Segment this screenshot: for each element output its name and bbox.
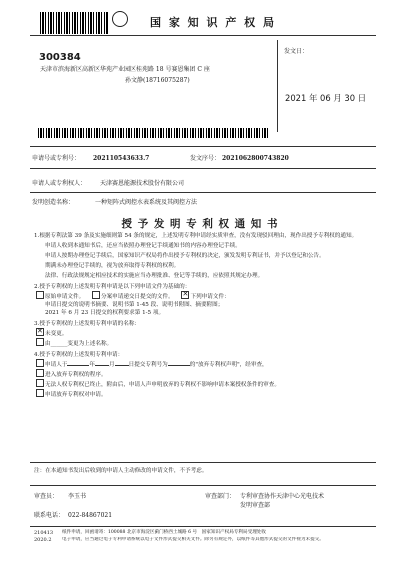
terminated-label: 无法人权专利权已终止，附由后，申请人声申明放弃的专利权不影响申请本案授权条件的审查。 bbox=[45, 382, 280, 388]
paragraph-1a: 申请人收到本通知书后，还应当依照办理登记手续通知书的内容办理登记手续。 bbox=[45, 243, 241, 249]
info-rule-2 bbox=[30, 168, 376, 169]
listed-docs-checkbox[interactable] bbox=[181, 291, 189, 299]
title-unchanged-label: 未变更。 bbox=[45, 331, 68, 337]
applicant-name: 天津赛恩能源技术股份有限公司 bbox=[100, 180, 185, 187]
withdraw-checkbox[interactable] bbox=[36, 389, 44, 397]
recipient-name: 孙文静(18716075287) bbox=[125, 77, 190, 84]
waiver-text-d: 日提交专利号为 bbox=[128, 362, 168, 368]
mailing-address: 天津市滨海新区高新区华苑产业园区桂苑路 18 号赛恩集团 C 座 bbox=[40, 66, 210, 73]
footer-bottom-rule bbox=[30, 526, 376, 527]
form-code: 210413 bbox=[34, 530, 54, 536]
examiner-label: 审查员： bbox=[34, 493, 59, 500]
withdraw-row bbox=[36, 389, 374, 399]
header-rule bbox=[30, 35, 376, 36]
phone-label: 联系电话： bbox=[34, 512, 65, 519]
department-label: 审查部门： bbox=[205, 493, 236, 500]
note-text: 注：在本通知书发出后收到的申请人主动修改的申请文件，不予考虑。 bbox=[34, 468, 208, 474]
header-barcode bbox=[40, 12, 108, 34]
paragraph-3: 3.授予专利权的上述发明专利申请的名称： bbox=[34, 321, 141, 327]
waiver-blank-year bbox=[67, 359, 89, 366]
notice-title: 授 予 发 明 专 利 权 通 知 书 bbox=[121, 218, 279, 230]
application-number-label: 申请号或专利号： bbox=[32, 155, 81, 162]
paragraph-1b: 申请人按期办理登记手续后，国家知识产权局将作出授予专利权的决定，颁发发明专利证书，并予以登记和公告。 bbox=[45, 253, 325, 259]
note-top-rule bbox=[30, 462, 376, 463]
title-changed-label: 由______变更为上述名称。 bbox=[45, 341, 113, 347]
waiver-text-c: 月 bbox=[109, 362, 115, 368]
waiver-blank-day bbox=[115, 359, 129, 366]
divisional-docs-label: 分案申请递交日提交的文件。 bbox=[100, 294, 174, 300]
invention-title: 一种矩阵式阀控水表系统及其阀控方法 bbox=[95, 199, 198, 206]
paragraph-2-options bbox=[36, 291, 374, 301]
terminated-row bbox=[36, 379, 374, 389]
footer-top-rule bbox=[30, 485, 376, 486]
notice-body bbox=[34, 232, 374, 399]
paragraph-1: 1.根据专利法第 39 条及实施细则第 54 条的规定，上述发明专利申请经实质审查，没有发现驳回理由，现作出授予专利权的通知。 bbox=[34, 233, 358, 239]
waiver-text-a: 申请人于 bbox=[45, 362, 68, 368]
abandon-label: 进入放弃专利权的程序。 bbox=[45, 372, 107, 378]
address-barcode bbox=[38, 128, 268, 138]
title-unchanged-checkbox[interactable] bbox=[36, 328, 44, 336]
office-emblem-icon bbox=[112, 11, 128, 27]
dispatch-date: 2021 年 06 月 30 日 bbox=[285, 93, 367, 103]
examiner-name: 李玉书 bbox=[68, 493, 87, 500]
divisional-docs-checkbox[interactable] bbox=[92, 291, 100, 299]
info-rule-3 bbox=[30, 192, 376, 193]
withdraw-label: 申请放弃专利权对申请。 bbox=[45, 392, 107, 398]
waiver-text-b: 年 bbox=[89, 362, 95, 368]
dispatch-divider bbox=[277, 40, 278, 132]
paragraph-2-detail-1: 申请日提交的说明书摘要、说明书第 1-45 段、说明书附图、摘要附图； bbox=[45, 302, 224, 308]
title-changed-row bbox=[36, 338, 374, 348]
waiver-row bbox=[36, 359, 374, 369]
dispatch-label: 发文日： bbox=[284, 48, 309, 55]
paragraph-1d: 法律、行政法规规定相应技术的实施应当办理批准、登记等手续的，应依照其规定办理。 bbox=[45, 273, 264, 279]
abandon-row bbox=[36, 369, 374, 379]
listed-docs-label: 下列申请文件： bbox=[190, 294, 230, 300]
waiver-checkbox[interactable] bbox=[36, 359, 44, 367]
info-top-rule bbox=[30, 146, 376, 147]
serial-number: 2021062800743820 bbox=[222, 155, 289, 162]
paragraph-1c: 期满未办理登记手续的，视为放弃取得专利权的权利。 bbox=[45, 263, 180, 269]
office-name: 国 家 知 识 产 权 局 bbox=[150, 16, 276, 29]
title-changed-checkbox[interactable] bbox=[36, 338, 44, 346]
waiver-blank-month bbox=[95, 359, 109, 366]
title-unchanged-row bbox=[36, 328, 374, 338]
original-docs-checkbox[interactable] bbox=[36, 291, 44, 299]
disclaimer-line-2: 电子申请，应当通过电子专利申请系统以电子文件形式提交相关文件。除另有规定外，以纸件等其他形式提交的文件视为未提交。 bbox=[62, 537, 324, 542]
applicant-label: 申请人或专利权人： bbox=[32, 180, 87, 187]
phone-number: 022-84867021 bbox=[68, 512, 113, 519]
postal-code: 300384 bbox=[39, 52, 81, 63]
serial-label: 发文序号： bbox=[190, 155, 221, 162]
abandon-checkbox[interactable] bbox=[36, 369, 44, 377]
waiver-text-e: 的"放弃专利权声明"，经审查， bbox=[189, 362, 268, 368]
paragraph-4: 4.授予专利权的上述发明专利申请： bbox=[34, 352, 124, 358]
original-docs-label: 原始申请文件。 bbox=[45, 294, 85, 300]
paragraph-2-detail-2: 2021 年 6 月 23 日提交的权利要求第 1-5 项。 bbox=[45, 310, 165, 316]
terminated-checkbox[interactable] bbox=[36, 379, 44, 387]
paragraph-2: 2.授予专利权的上述发明专利申请是以下列申请文件为基础的： bbox=[34, 284, 191, 290]
department-line-1: 专利审查协作天津中心光电技术 bbox=[240, 493, 325, 500]
department-line-2: 发明审查部 bbox=[240, 502, 271, 509]
title-label: 发明创造名称： bbox=[32, 199, 75, 206]
application-number: 202110543633.7 bbox=[93, 155, 150, 162]
form-year: 2020.2 bbox=[34, 537, 52, 543]
disclaimer-line-1: 纸件申请，回函请寄：100088 北京市海淀区蓟门桥西土城路 6 号 国家知识产权局专利局受理处收 bbox=[62, 530, 266, 535]
waiver-blank-number bbox=[168, 359, 190, 366]
